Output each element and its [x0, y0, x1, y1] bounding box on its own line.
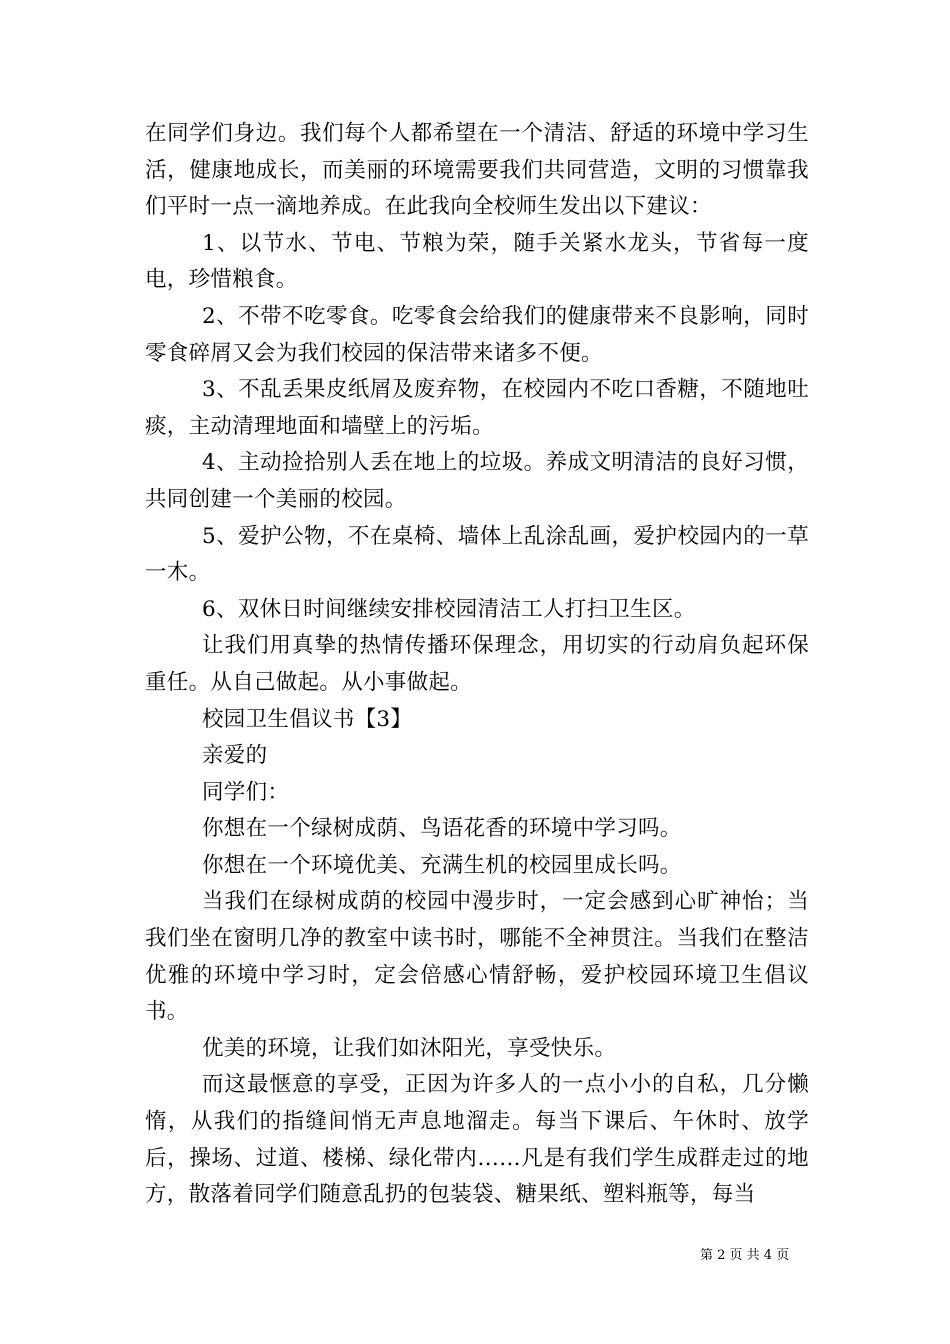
paragraph: 当我们在绿树成荫的校园中漫步时，一定会感到心旷神怡；当我们坐在窗明几净的教室中读书时，哪能不全神贯注。当我们在整洁优雅的环境中学习时，定会倍感心情舒畅，爱护校园环境卫生倡议书。 — [145, 889, 809, 1025]
paragraph: 2、不带不吃零食。吃零食会给我们的健康带来不良影响，同时零食碎屑又会为我们校园的保洁带来诸多不便。 — [145, 303, 809, 366]
page-number: 第 2 页 共 4 页 — [700, 1248, 790, 1263]
document-body — [145, 116, 809, 1214]
paragraph: 1、以节水、节电、节粮为荣，随手关紧水龙头，节省每一度电，珍惜粮食。 — [145, 230, 809, 293]
salutation-line: 亲爱的 — [202, 743, 268, 769]
paragraph: 你想在一个环境优美、充满生机的校园里成长吗。 — [202, 852, 682, 878]
paragraph: 在同学们身边。我们每个人都希望在一个清洁、舒适的环境中学习生活，健康地成长，而美丽的环境需要我们共同营造，文明的习惯靠我们平时一点一滴地养成。在此我向全校师生发出以下建议： — [145, 121, 809, 220]
section-heading: 校园卫生倡议书【3】 — [202, 706, 413, 732]
paragraph: 3、不乱丢果皮纸屑及废弃物，在校园内不吃口香糖，不随地吐痰，主动清理地面和墙壁上的污垢。 — [145, 377, 809, 439]
salutation-line: 同学们： — [202, 779, 290, 805]
paragraph: 你想在一个绿树成荫、鸟语花香的环境中学习吗。 — [202, 816, 682, 842]
paragraph: 让我们用真挚的热情传播环保理念，用切实的行动肩负起环保重任。从自己做起。从小事做起。 — [145, 633, 809, 695]
paragraph: 4、主动捡拾别人丢在地上的垃圾。养成文明清洁的良好习惯，共同创建一个美丽的校园。 — [145, 450, 809, 512]
paragraph: 5、爱护公物，不在桌椅、墙体上乱涂乱画，爱护校园内的一草一木。 — [145, 523, 809, 586]
paragraph: 6、双休日时间继续安排校园清洁工人打扫卫生区。 — [202, 596, 696, 622]
paragraph: 而这最惬意的享受，正因为许多人的一点小小的自私，几分懒惰，从我们的指缝间悄无声息地溜走。每当下课后、午休时、放学后，操场、过道、楼梯、绿化带内……凡是有我们学生成群走过的地方，散落着同学们随意乱扔的包装袋、糖果纸、塑料瓶等，每当 — [145, 1072, 809, 1208]
paragraph: 优美的环境，让我们如沐阳光，享受快乐。 — [202, 1035, 617, 1061]
